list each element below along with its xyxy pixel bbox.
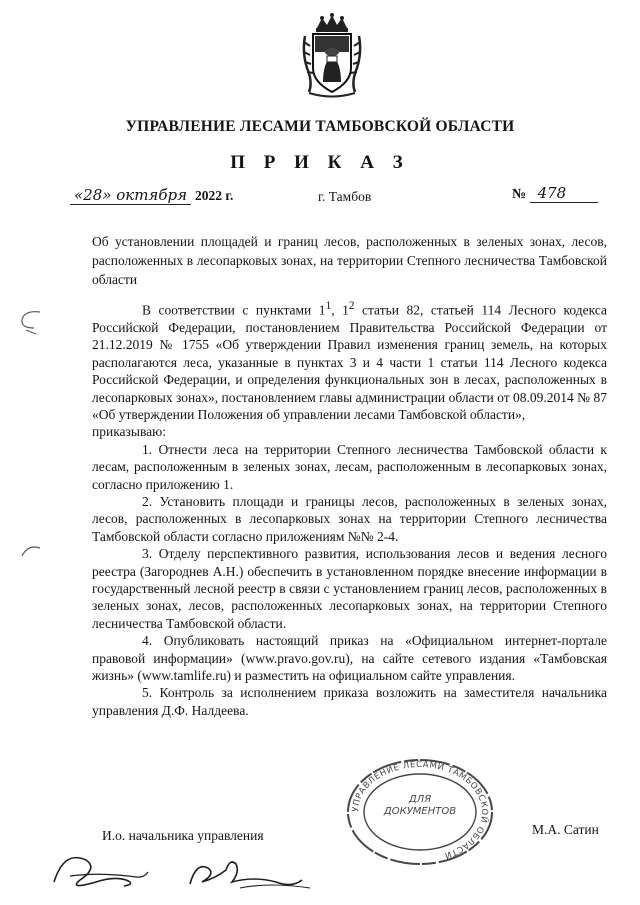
seal-center-text: ДЛЯ ДОКУМЕНТОВ [383,794,457,817]
city-label: г. Тамбов [318,189,372,204]
margin-mark [18,542,46,560]
handwritten-signature [40,842,340,902]
signer-name: М.А. Сатин [532,822,599,837]
date-year: 2022 г. [195,188,234,203]
number-sign: № [512,187,527,202]
handwritten-date: «28» октября [70,186,191,205]
coat-of-arms-emblem [301,12,363,98]
order-item-1: 1. Отнести леса на территории Степного лесничества Тамбовской области к лесам, расположенным в зеленых зонах, лесам, расположенным в лесопарковых зонах, согласно приложению 1. [92,441,607,492]
preamble-paragraph: В соответствии с пунктами $1^1$, $1^2$ статьи 82, статьей 114 Лесного кодекса Российской Федерации, постановлением Правительства Российской Федерации от 21.12.2019 № 1755 «Об утверждении Правил изменения границ земель, на которых располагаются леса, указанные в пунктах 3 и 4 части 1 статьи 114 Лесного кодекса Российской Федерации, и определения функциональных зон в лесах, расположенных в лесопарковых зонах», постановлением главы администрации области от 08.09.2014 № 87 «Об утверждении Положения об управлении лесами Тамбовской области», [92,300,607,422]
seal-ring-text: УПРАВЛЕНИЕ ЛЕСАМИ ТАМБОВСКОЙ ОБЛАСТИ [350,759,490,861]
handwritten-number: 478 [530,184,598,203]
official-seal [344,756,496,868]
order-subject: Об установлении площадей и границ лесов, расположенных в зеленых зонах, лесов, расположенных в лесопарковых зонах, на территории Степного лесничества Тамбовской области [92,234,607,287]
order-number [512,184,598,203]
order-date [70,186,233,205]
order-word: приказываю: [92,424,166,440]
document-type-heading: П Р И К А З [230,152,410,173]
order-item-2: 2. Установить площади и границы лесов, расположенных в зеленых зонах, лесов, расположенных в лесопарковых зонах на территории Степного лесничества Тамбовской области согласно приложениям №№ 2-4. [92,493,607,544]
order-item-3: 3. Отделу перспективного развития, использования лесов и ведения лесного реестра (Загороднев А.Н.) обеспечить в установленном порядке внесение информации в государственный лесной реестр в связи с установлением границ лесов, расположенных в зеленых зонах, лесов, расположенных лесопарковых зонах, на территории Степного лесничества Тамбовской области. [92,546,607,631]
order-item-4: 4. Опубликовать настоящий приказ на «Официальном интернет-портале правовой информации» (www.pravo.gov.ru), на сайте сетевого издания «Тамбовская жизнь» (www.tamlife.ru) и разместить на официальном сайте управления. [92,633,607,684]
margin-mark [16,306,46,336]
order-body [92,298,607,719]
organization-title: УПРАВЛЕНИЕ ЛЕСАМИ ТАМБОВСКОЙ ОБЛАСТИ [125,118,515,135]
signer-position: И.о. начальника управления [102,828,264,843]
order-item-5: 5. Контроль за исполнением приказа возложить на заместителя начальника управления Д.Ф. Налдеева. [92,685,607,718]
